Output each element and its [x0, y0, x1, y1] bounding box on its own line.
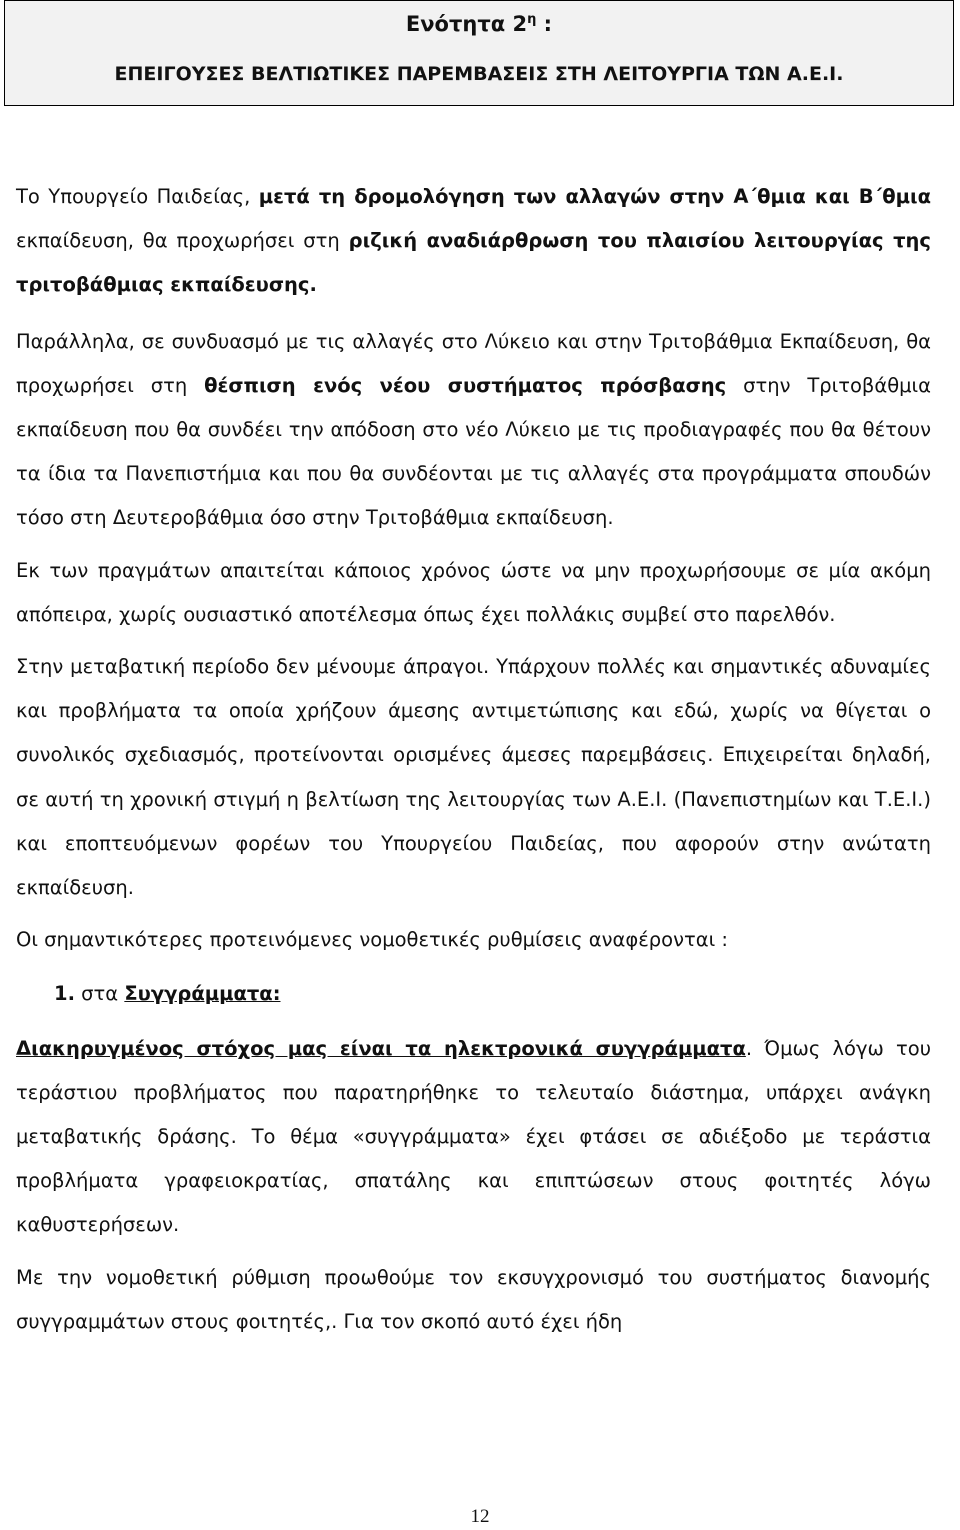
p2-text-c: στην Τριτοβάθμια εκπαίδευση που θα συνδέει την απόδοση στο νέο Λύκειο με τις προδιαγραφές που θα θέτουν τα ίδια τα Πανεπιστήμια και που θα συνδέονται με τις αλλαγές στα προγράμματα σπουδών τόσο στη Δευτεροβάθμια όσο στην Τριτοβάθμια εκπαίδευση. — [16, 373, 931, 530]
p1-text-a: Το Υπουργείο Παιδείας, — [16, 185, 259, 208]
paragraph-3: Εκ των πραγμάτων απαιτείται κάποιος χρόνος ώστε να μην προχωρήσουμε σε μία ακόμη απόπειρα, χωρίς ουσιαστικό αποτέλεσμα όπως έχει πολλάκις συμβεί στο παρελθόν. — [16, 558, 931, 626]
document-body — [16, 175, 931, 1344]
p1-text-c: εκπαίδευση, θα προχωρήσει στη — [16, 229, 349, 253]
section-title-suffix: : — [536, 12, 553, 36]
list-number: 1. — [54, 982, 75, 1006]
p1-bold-b: μετά τη δρομολόγηση των αλλαγών στην Α΄θμια και Β΄θμια — [258, 185, 931, 208]
list-bold-heading: Συγγράμματα: — [124, 982, 281, 1006]
p2-text-a: Παράλληλα, σε συνδυασμό με τις αλλαγές στο Λύκειο και στην Τριτοβάθμια Εκπαίδευση, θα προχωρήσει στη — [16, 329, 931, 397]
p6-text-b: . Όμως λόγω του τεράστιου προβλήματος που παρατηρήθηκε το τελευταίο διάστημα, υπάρχει ανάγκη μεταβατικής δράσης. Το θέμα «συγγράμματα» έχει φτάσει σε αδιέξοδο με τεράστια προβλήματα γραφειοκρατίας, σπατάλης και επιπτώσεων στους φοιτητές λόγω καθυστερήσεων. — [16, 1036, 931, 1237]
paragraph-7: Με την νομοθετική ρύθμιση προωθούμε τον εκσυγχρονισμό του συστήματος διανομής συγγραμμάτων στους φοιτητές,. Για τον σκοπό αυτό έχει ήδη — [16, 1265, 931, 1333]
section-title-sup: η — [527, 12, 537, 27]
section-subtitle: ΕΠΕΙΓΟΥΣΕΣ ΒΕΛΤΙΩΤΙΚΕΣ ΠΑΡΕΜΒΑΣΕΙΣ ΣΤΗ ΛΕΙΤΟΥΡΓΙΑ ΤΩΝ Α.Ε.Ι. — [114, 63, 844, 85]
paragraph-6 — [16, 1027, 931, 1248]
p2-bold-b: θέσπιση ενός νέου συστήματος πρόσβασης — [204, 373, 727, 397]
section-title-prefix: Ενότητα 2 — [405, 12, 528, 36]
p1-bold-d: ριζική αναδιάρθρωση του πλαισίου λειτουργίας της τριτοβάθμιας εκπαίδευσης. — [16, 229, 931, 297]
list-text: στα — [74, 982, 125, 1006]
section-title — [5, 5, 953, 39]
paragraph-4: Στην μεταβατική περίοδο δεν μένουμε άπραγοι. Υπάρχουν πολλές και σημαντικές αδυναμίες και προβλήματα τα οποία χρήζουν άμεσης αντιμετώπισης και εδώ, χωρίς να θίγεται ο συνολικός σχεδιασμός, προτείνονται ορισμένες άμεσες παρεμβάσεις. Επιχειρείται δηλαδή, σε αυτή τη χρονική στιγμή η βελτίωση της λειτουργίας των Α.Ε.Ι. (Πανεπιστημίων και Τ.Ε.Ι.) και εποπτευόμενων φορέων του Υπουργείου Παιδείας, που αφορούν στην ανώτατη εκπαίδευση. — [16, 655, 931, 900]
paragraph-1 — [16, 175, 931, 308]
paragraph-5: Οι σημαντικότερες προτεινόμενες νομοθετικές ρυθμίσεις αναφέρονται : — [16, 928, 728, 952]
section-header-box — [4, 0, 954, 106]
list-item-1 — [54, 972, 931, 1016]
paragraph-2 — [16, 320, 931, 541]
page-number: 12 — [470, 1506, 490, 1527]
p6-bold-underlined: Διακηρυγμένος στόχος μας είναι τα ηλεκτρονικά συγγράμματα — [16, 1036, 746, 1060]
